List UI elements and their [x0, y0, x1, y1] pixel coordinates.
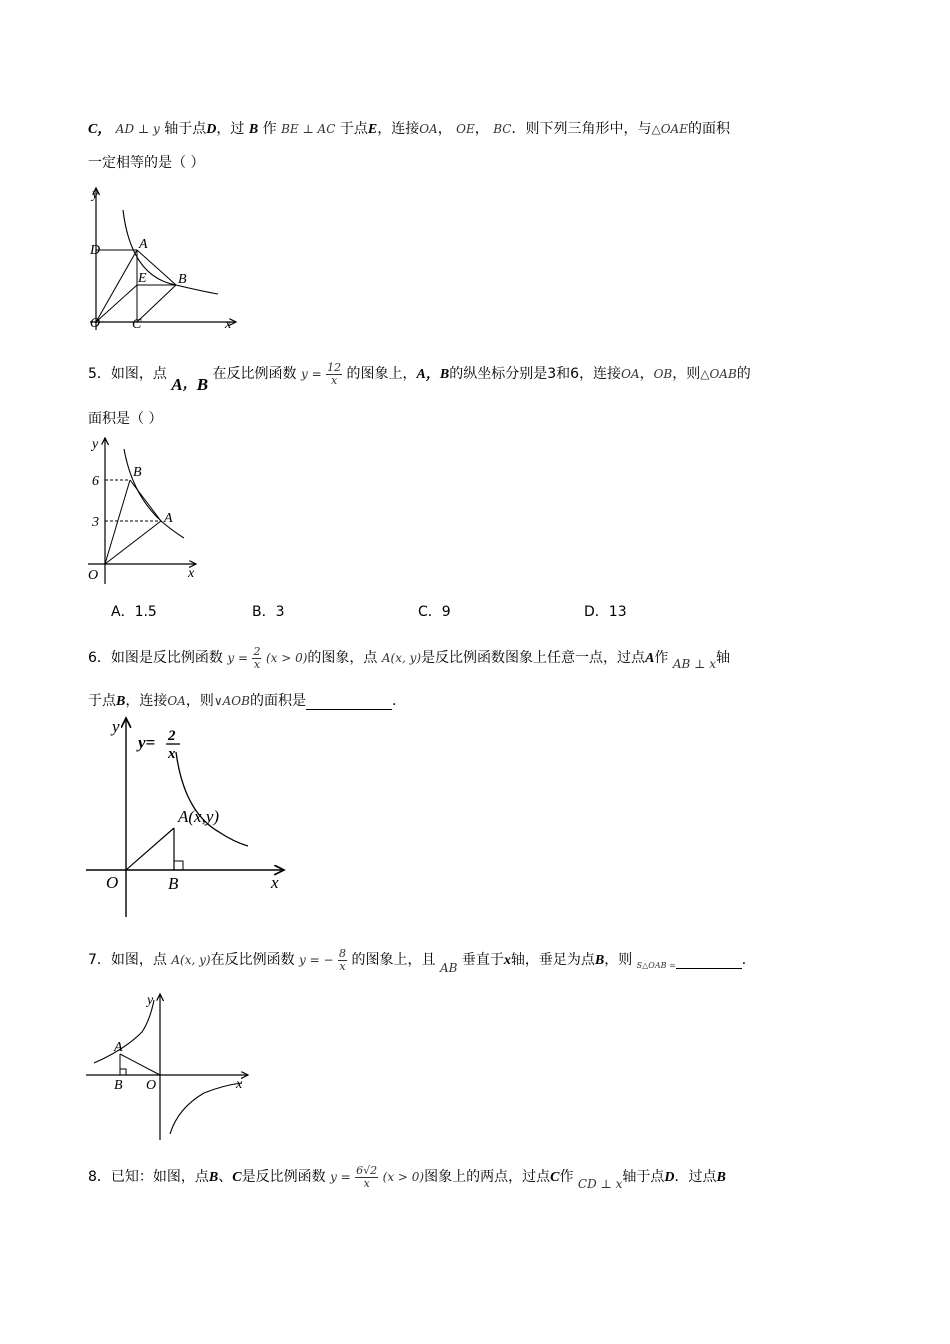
q6-label-den: x — [168, 746, 176, 762]
q6-figure — [84, 712, 294, 922]
q5-figure — [84, 434, 204, 584]
q7-answer-blank[interactable] — [676, 952, 742, 969]
q5-label-y: y — [92, 437, 99, 452]
q5-line-2: 面积是（ ） — [88, 411, 163, 427]
q6-line-1: 6．如图是反比例函数 y = $\frac{2}{x}$ (x > 0)的图象，点 A(x, y)是反比例函数图象上任意一点，过点A作 AB ⊥ x轴 — [88, 645, 731, 672]
q4-label-x: x — [225, 317, 232, 332]
q7-figure — [84, 990, 254, 1142]
q5-option-a: A．1.5 — [111, 604, 157, 620]
q8-line-1: 8．已知：如图，点B、C是反比例函数 y = $\frac{6√2}{x}$ (x > 0)图象上的两点，过点C作 CD ⊥ x轴于点D．过点B — [88, 1164, 726, 1192]
q4-label-y: y — [92, 187, 99, 202]
q4-label-C: C — [132, 317, 142, 332]
q5-label-O: O — [88, 568, 99, 583]
q6-label-B: B — [168, 874, 179, 893]
q7-label-y: y — [147, 993, 154, 1008]
q4-label-E: E — [138, 271, 147, 286]
q5-label-A: A — [164, 511, 173, 526]
q5-label-6: 6 — [92, 474, 99, 489]
q5-option-c: C．9 — [418, 604, 451, 620]
q7-label-x: x — [236, 1077, 243, 1092]
q7-label-B: B — [114, 1078, 123, 1093]
q8-fraction: $\frac{6√2}{x}$ — [356, 1164, 378, 1190]
q7-label-O: O — [146, 1078, 157, 1093]
q5-label-x: x — [188, 566, 195, 581]
q4-label-B: B — [178, 272, 187, 287]
q6-line-2: 于点B，连接OA，则∨AOB的面积是 ． — [88, 693, 406, 709]
q6-label-A: A(x,y) — [178, 807, 220, 826]
q4-line-2: 一定相等的是（ ） — [88, 155, 205, 171]
q7-label-A: A — [114, 1040, 123, 1055]
q6-label-O: O — [106, 873, 119, 892]
q6-fraction: $\frac{2}{x}$ — [253, 645, 261, 671]
q6-label-y: y — [112, 717, 120, 736]
q7-line-1: 7．如图，点 A(x, y)在反比例函数 y = − $\frac{8}{x}$ 的图象上，且 AB 垂直于x轴，垂足为点B，则 $_{S\triangle OAB =}$ ． — [88, 947, 756, 976]
q4-label-D: D — [90, 243, 101, 258]
q5-label-3: 3 — [92, 515, 99, 530]
q6-label-num: 2 — [168, 728, 176, 744]
q4-label-A: A — [139, 237, 148, 252]
q5-option-b: B．3 — [252, 604, 285, 620]
q6-answer-blank[interactable] — [306, 693, 392, 710]
q5-label-B: B — [133, 465, 142, 480]
q7-fraction: $\frac{8}{x}$ — [339, 947, 347, 973]
q6-label-eq: y= — [138, 733, 156, 752]
q6-label-x: x — [271, 873, 279, 892]
q4-figure — [86, 182, 246, 332]
q4-label-O: O — [90, 316, 101, 331]
q5-line-1: 5．如图，点 A，B 在反比例函数 y = $\frac{12}{x}$ 的图象上，A，B的纵坐标分别是3和6，连接OA，OB，则△OAB的 — [88, 361, 751, 395]
q4-line-1: C， AD ⊥ y 轴于点D，过 B 作 BE ⊥ AC 于点E，连接OA， OE， BC．则下列三角形中，与△OAE的面积 — [88, 121, 730, 137]
q5-fraction: $\frac{12}{x}$ — [327, 361, 342, 387]
q5-option-d: D．13 — [584, 604, 627, 620]
